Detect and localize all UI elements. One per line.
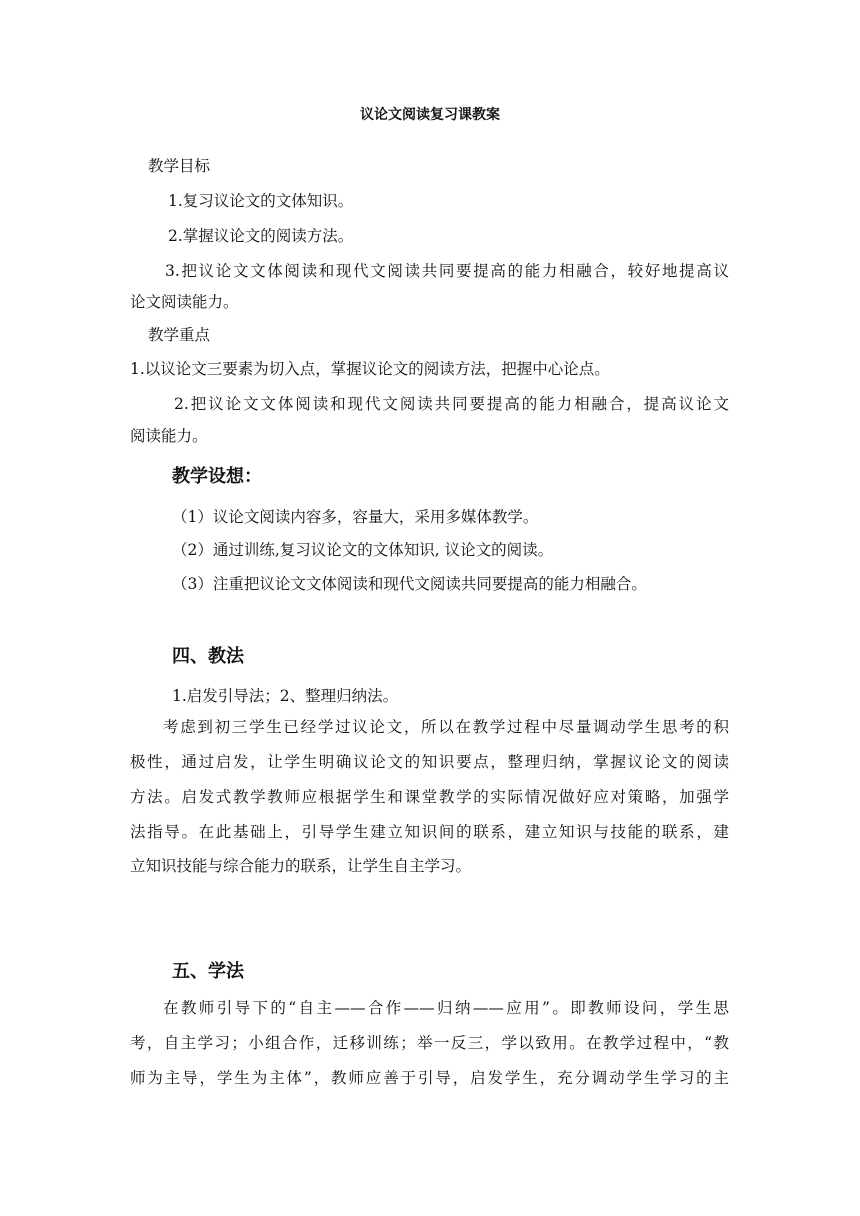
goals-item-1: 1.复习议论文的文体知识。 [168,192,354,210]
design-item-1: （1）议论文阅读内容多，容量大，采用多媒体教学。 [172,508,539,526]
study-para-line-3: 师为主导，学生为主体”，教师应善于引导，启发学生，充分调动学生学习的主 [130,1069,729,1087]
method-heading: 四、教法 [172,646,244,667]
study-heading: 五、学法 [172,961,244,982]
goals-heading: 教学目标 [148,157,211,175]
method-para-line-4: 法指导。在此基础上，引导学生建立知识间的联系，建立知识与技能的联系，建 [130,823,729,841]
focus-item-2-line-1: 2.把议论文文体阅读和现代文阅读共同要提高的能力相融合，提高议论文 [174,395,729,413]
document-title: 议论文阅读复习课教案 [360,107,500,123]
focus-heading: 教学重点 [148,326,211,344]
goals-item-2: 2.掌握议论文的阅读方法。 [168,227,354,245]
design-heading: 教学设想： [172,466,262,487]
design-item-3: （3）注重把议论文文体阅读和现代文阅读共同要提高的能力相融合。 [172,575,647,593]
study-para-line-1: 在教师引导下的“自主——合作——归纳——应用”。即教师设问，学生思 [163,999,729,1017]
study-para-line-2: 考，自主学习；小组合作，迁移训练；举一反三，学以致用。在教学过程中，“教 [130,1034,729,1052]
method-para-line-5: 立知识技能与综合能力的联系，让学生自主学习。 [130,857,472,875]
goals-item-3-line-2: 论文阅读能力。 [130,293,239,311]
method-para-line-3: 方法。启发式教学教师应根据学生和课堂教学的实际情况做好应对策略，加强学 [130,788,729,806]
design-item-2: （2）通过训练,复习议论文的文体知识, 议论文的阅读。 [172,541,554,559]
focus-item-2-line-2: 阅读能力。 [130,427,208,445]
method-para-line-2: 极性，通过启发，让学生明确议论文的知识要点，整理归纳，掌握议论文的阅读 [130,753,729,771]
method-para-line-1: 考虑到初三学生已经学过议论文，所以在教学过程中尽量调动学生思考的积 [163,718,729,736]
method-item-1: 1.启发引导法；2、整理归纳法。 [172,687,399,705]
focus-item-1: 1.以议论文三要素为切入点，掌握议论文的阅读方法，把握中心论点。 [130,360,610,378]
goals-item-3-line-1: 3.把议论文文体阅读和现代文阅读共同要提高的能力相融合，较好地提高议 [165,262,729,280]
